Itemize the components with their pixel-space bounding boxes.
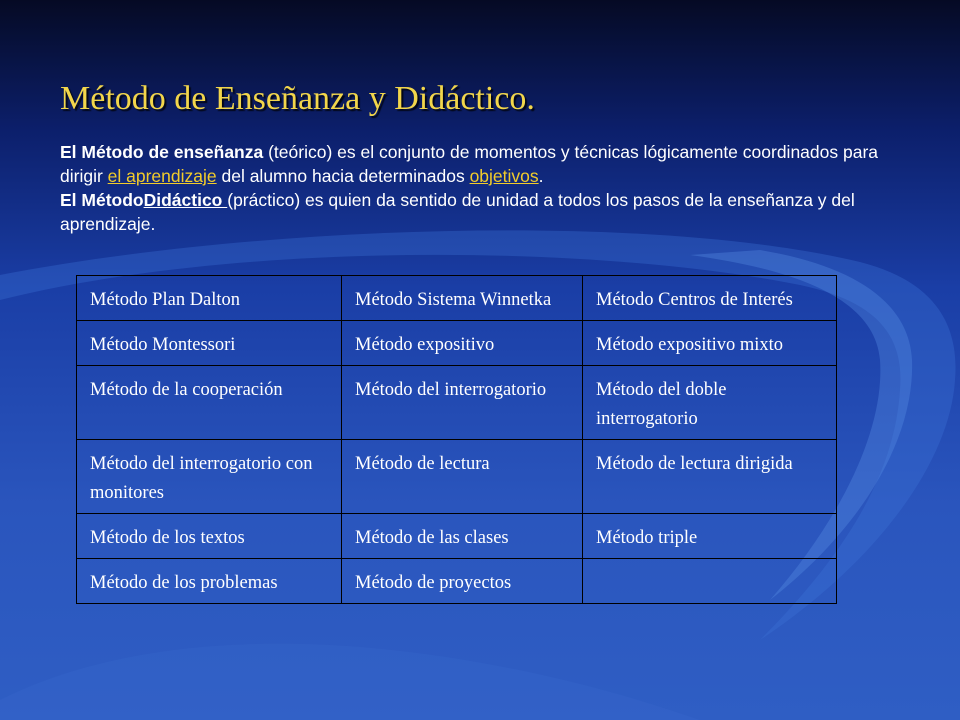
table-cell: Método de los textos — [77, 514, 342, 559]
table-cell: Método expositivo mixto — [583, 321, 837, 366]
slide-title: Método de Enseñanza y Didáctico. — [60, 80, 535, 117]
table-cell: Método de las clases — [342, 514, 583, 559]
table-row — [77, 514, 837, 559]
table-cell: Método Centros de Interés — [583, 276, 837, 321]
table-cell: Método Plan Dalton — [77, 276, 342, 321]
table-row — [77, 366, 837, 440]
link-objetivos[interactable]: objetivos — [469, 166, 539, 186]
intro-paragraph-didactic: El MétodoDidáctico (práctico) es quien da sentido de unidad a todos los pasos de la enseñanza y del aprendizaje. — [60, 190, 855, 234]
teaching-method-term: El Método de enseñanza — [60, 142, 264, 162]
table-cell: Método triple — [583, 514, 837, 559]
table-cell: Método expositivo — [342, 321, 583, 366]
table-row — [77, 440, 837, 514]
table-cell-empty — [583, 559, 837, 604]
table-cell: Método de proyectos — [342, 559, 583, 604]
didactic-method-term: El MétodoDidáctico — [60, 190, 228, 210]
intro-paragraph-teaching: El Método de enseñanza (teórico) es el conjunto de momentos y técnicas lógicamente coordinados para dirigir el aprendizaje del alumno hacia determinados objetivos. — [60, 142, 879, 186]
table-cell: Método del interrogatorio con monitores — [77, 440, 342, 514]
table-cell: Método de lectura — [342, 440, 583, 514]
link-aprendizaje[interactable]: el aprendizaje — [107, 166, 217, 186]
table-cell: Método de la cooperación — [77, 366, 342, 440]
table-row — [77, 276, 837, 321]
table-cell: Método Sistema Winnetka — [342, 276, 583, 321]
table-cell: Método de lectura dirigida — [583, 440, 837, 514]
intro-text — [60, 140, 910, 236]
table-cell: Método Montessori — [77, 321, 342, 366]
table-row — [77, 559, 837, 604]
table-cell: Método de los problemas — [77, 559, 342, 604]
table-cell: Método del doble interrogatorio — [583, 366, 837, 440]
table-cell: Método del interrogatorio — [342, 366, 583, 440]
table-row — [77, 321, 837, 366]
methods-table — [76, 275, 837, 604]
